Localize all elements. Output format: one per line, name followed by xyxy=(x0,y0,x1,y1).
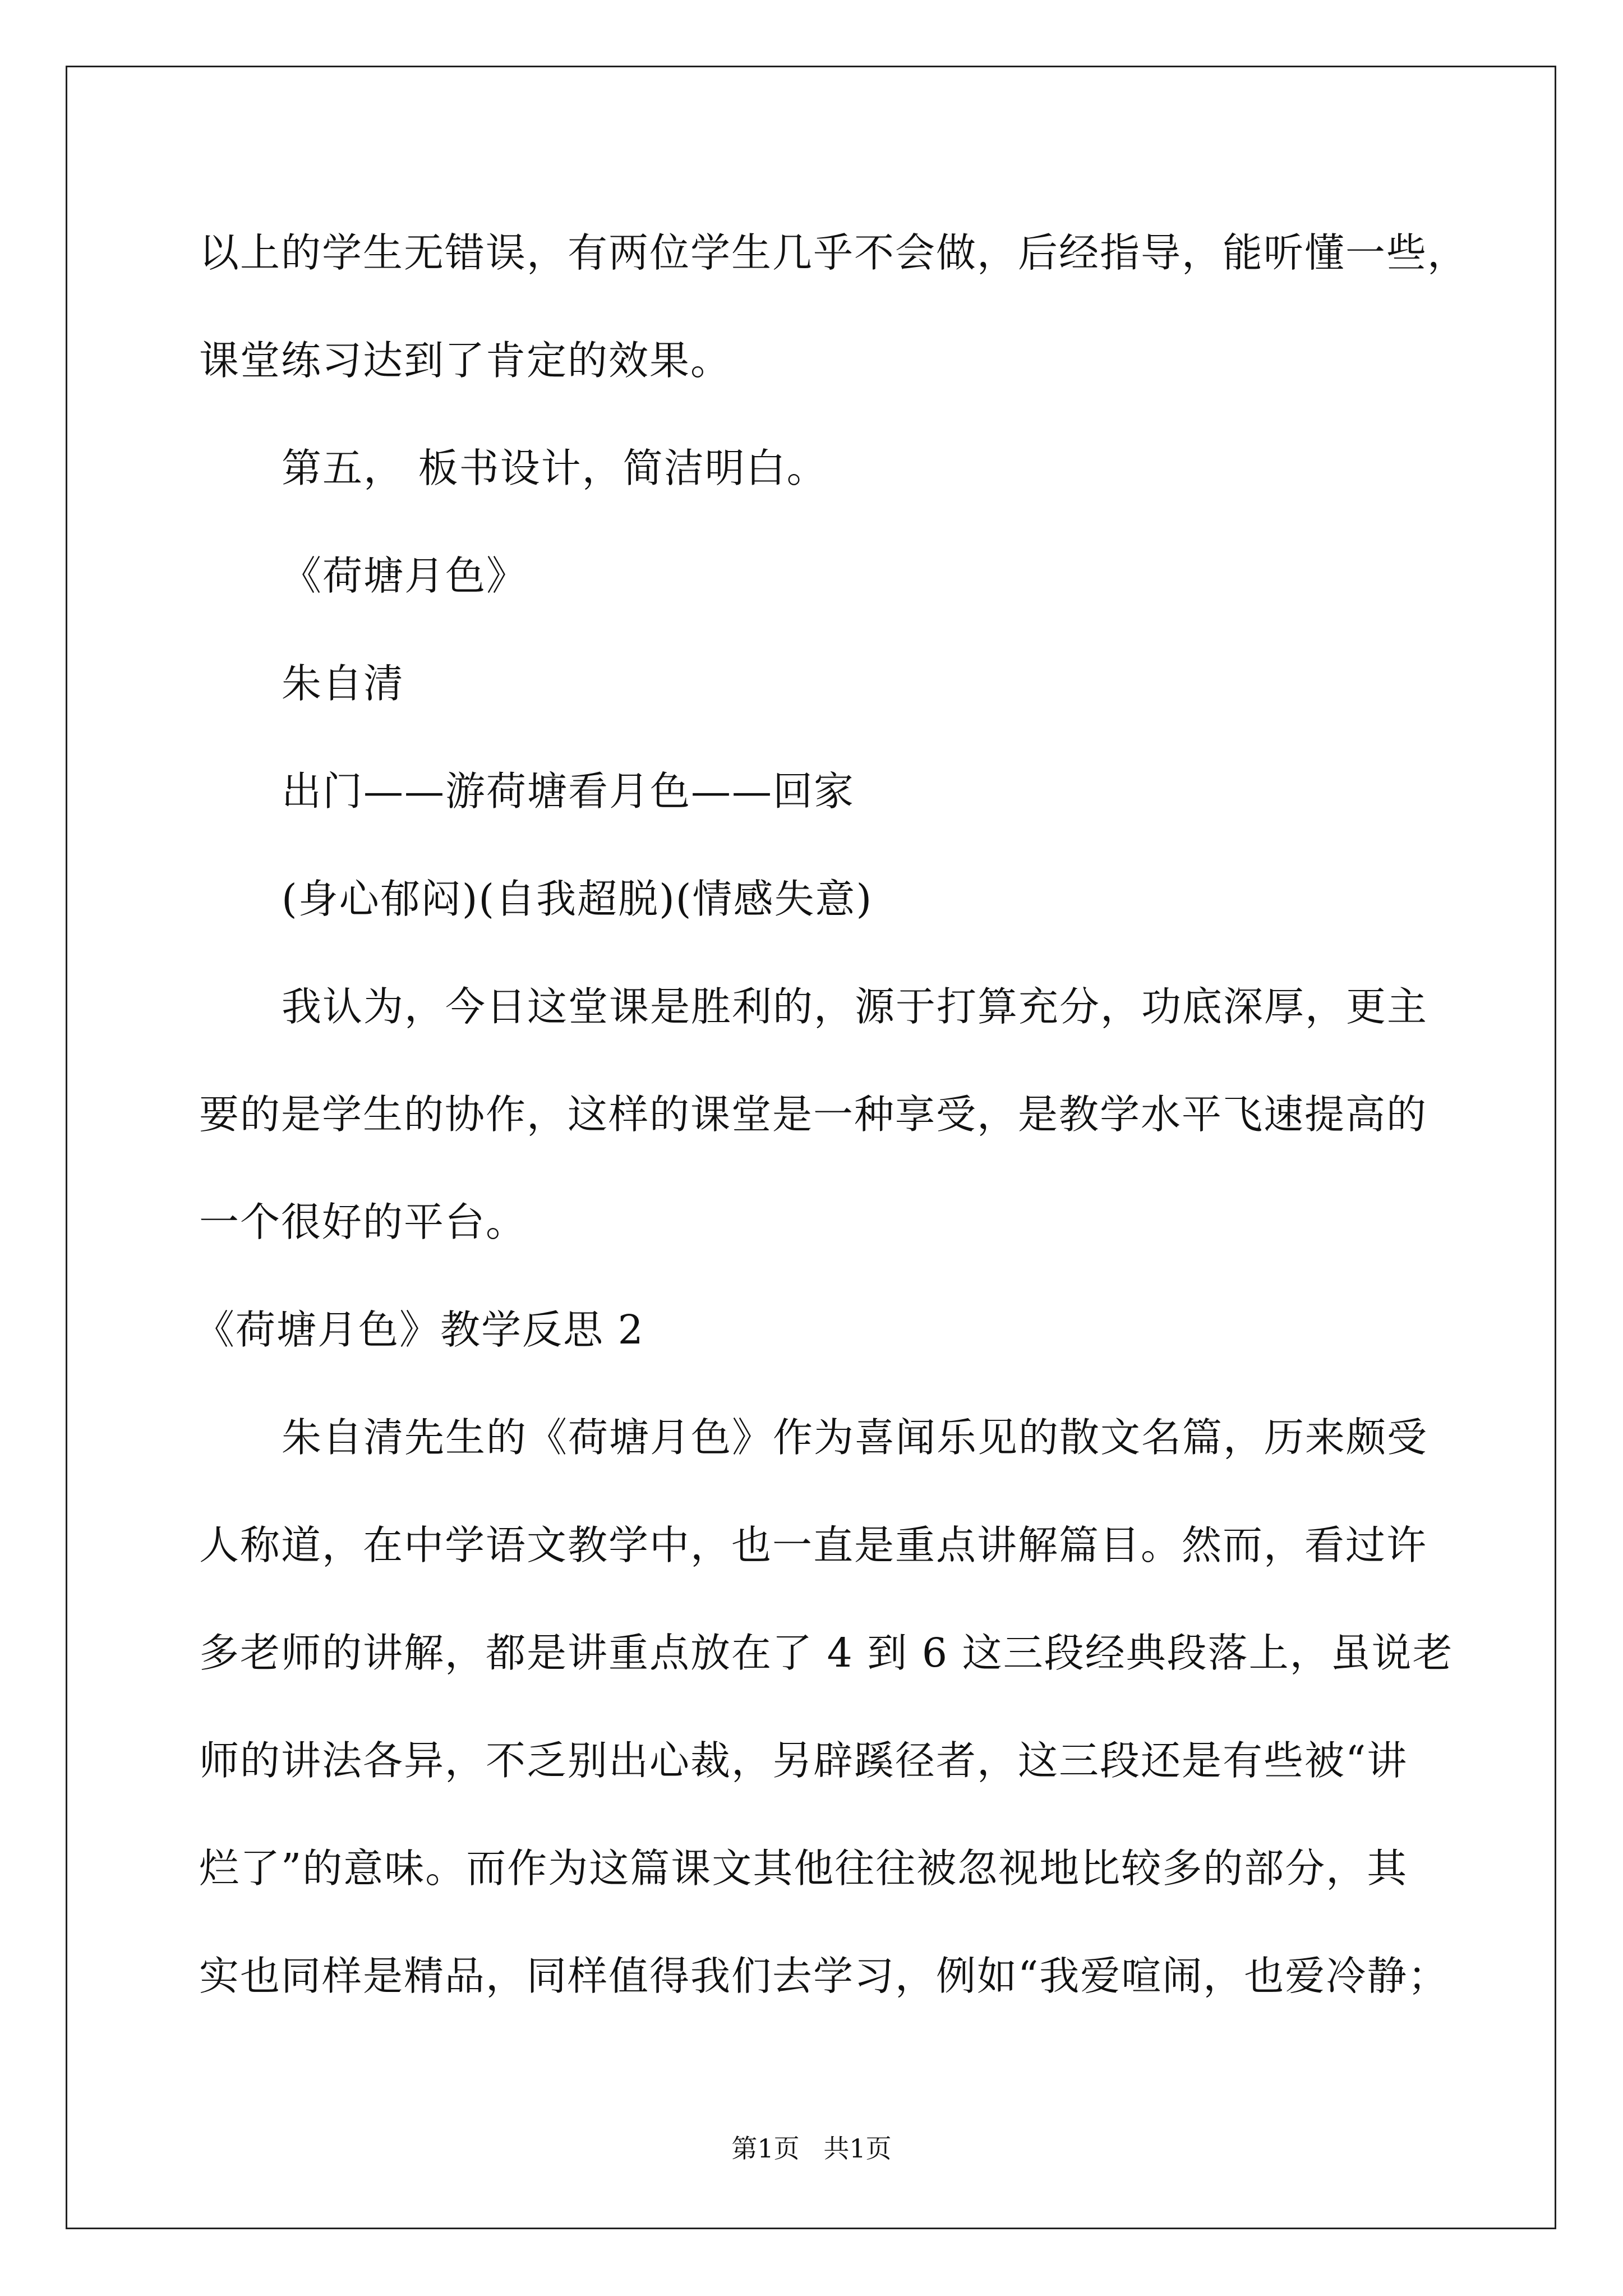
board-author: 朱自清 xyxy=(282,660,405,707)
paragraph-line: 一个很好的平台。 xyxy=(199,1199,527,1245)
paragraph-line: 人称道，在中学语文教学中，也一直是重点讲解篇目。然而，看过许 xyxy=(199,1522,1428,1568)
paragraph-line: 朱自清先生的《荷塘月色》作为喜闻乐见的散文名篇，历来颇受 xyxy=(282,1414,1428,1461)
document-body xyxy=(195,199,1469,2030)
paragraph-line: 实也同样是精品，同样值得我们去学习，例如“我爱喧闹，也爱冷静； xyxy=(199,1953,1449,1999)
section-heading: 《荷塘月色》教学反思 2 xyxy=(195,1306,644,1353)
paragraph-line: 第五， 板书设计，简洁明白。 xyxy=(282,445,828,491)
board-title: 《荷塘月色》 xyxy=(282,553,528,599)
paragraph-line: 我认为，今日这堂课是胜利的，源于打算充分，功底深厚，更主 xyxy=(282,983,1428,1030)
paragraph-line: 师的讲法各异，不乏别出心裁，另辟蹊径者，这三段还是有些被“讲 xyxy=(199,1737,1408,1784)
paragraph-line: 烂了”的意味。而作为这篇课文其他往往被忽视地比较多的部分，其 xyxy=(199,1845,1408,1892)
paragraph-line: 课堂练习达到了肯定的效果。 xyxy=(199,337,732,384)
paragraph-line: 多老师的讲解，都是讲重点放在了 4 到 6 这三段经典段落上，虽说老 xyxy=(199,1630,1454,1676)
page-number: 第1页 xyxy=(731,2133,800,2164)
page-footer xyxy=(0,2132,1623,2165)
paragraph-line: 以上的学生无错误，有两位学生几乎不会做，后经指导，能听懂一些， xyxy=(199,229,1469,276)
page-count: 共1页 xyxy=(823,2133,892,2164)
board-emotions: (身心郁闷)(自我超脱)(情感失意) xyxy=(282,876,873,922)
board-outline: 出门——游荷塘看月色——回家 xyxy=(282,768,855,815)
paragraph-line: 要的是学生的协作，这样的课堂是一种享受，是教学水平飞速提高的 xyxy=(199,1091,1428,1138)
